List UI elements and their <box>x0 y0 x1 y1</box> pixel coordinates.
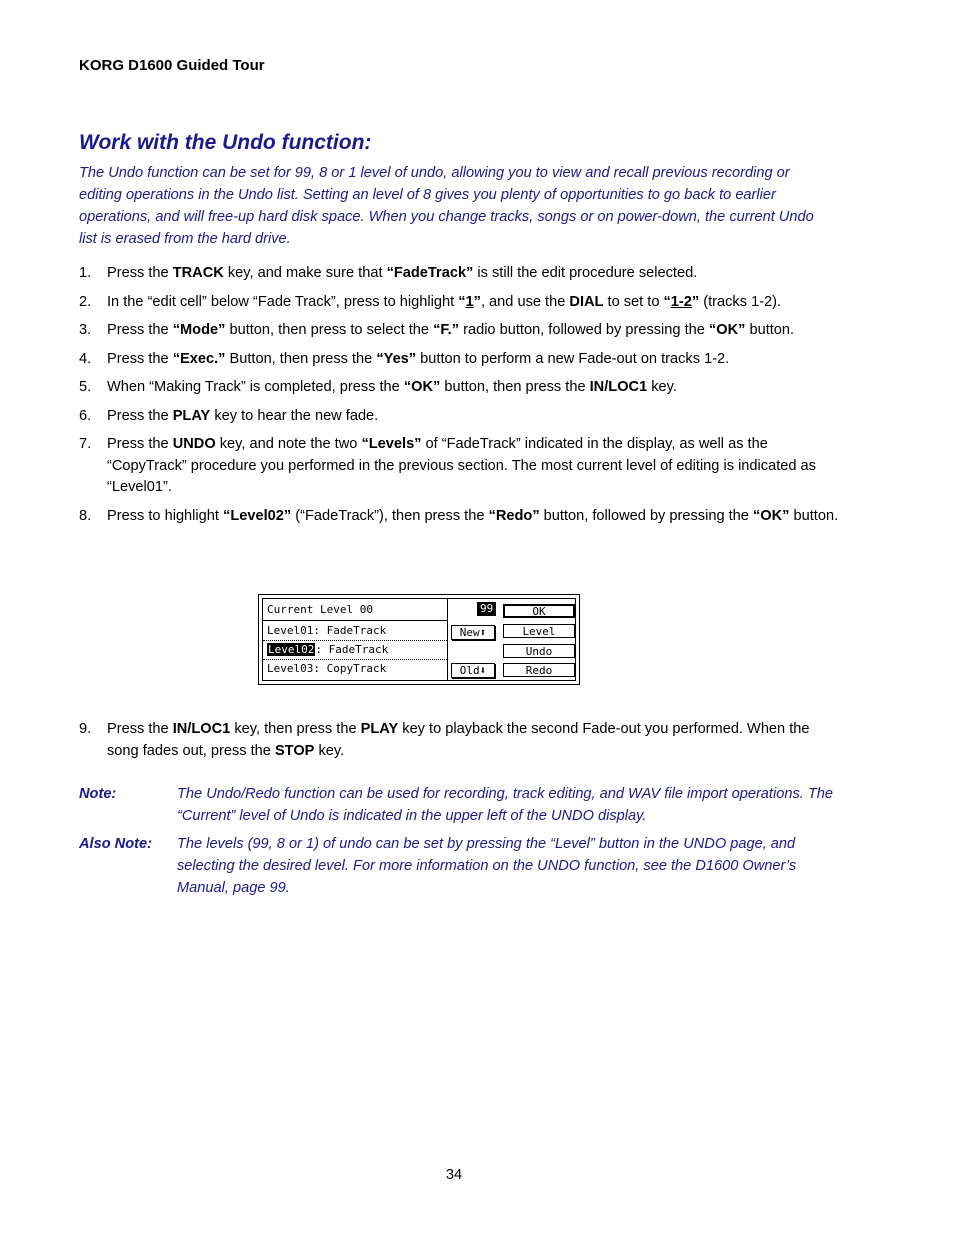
step-text: Press the <box>107 265 173 281</box>
intro-paragraph: The Undo function can be set for 99, 8 or 1 level of undo, allowing you to view and recall previous recording or editing operations in the Undo list. Setting an level of 8 gives you plenty of opportunities to go back to earlier operations, and will free-up hard disk space. When you change tracks, songs or on power-down, the current Undo list is erased from the hard drive. <box>79 165 814 247</box>
level-count-badge: 99 <box>477 602 496 616</box>
step-text: Press the <box>107 721 173 737</box>
redo-button[interactable]: Redo <box>503 663 575 677</box>
page-number: 34 <box>445 1167 463 1183</box>
undo-row-value: : FadeTrack <box>313 624 387 637</box>
steps-list <box>79 263 839 534</box>
step-emphasis: IN/LOC1 <box>589 379 648 395</box>
undo-row-level03[interactable] <box>267 659 386 678</box>
step-text: key to playback the second Fade-out you performed. When the song fades out, press the <box>107 721 810 759</box>
step-text: When “Making Track” is completed, press the <box>107 379 404 395</box>
step-emphasis: “ <box>663 293 671 310</box>
step-text: Press the <box>107 407 173 424</box>
step-emphasis: “F.” <box>433 322 460 338</box>
step-text: Button, then press the <box>225 350 377 367</box>
step-emphasis: IN/LOC1 <box>172 721 231 737</box>
step-number: 1. <box>79 265 92 281</box>
list-item <box>79 349 839 371</box>
undo-row-level02[interactable] <box>267 640 388 659</box>
step-emphasis: “Mode” <box>172 322 226 338</box>
step-number: 2. <box>79 293 92 310</box>
step-text: to set to <box>603 293 664 310</box>
step-emphasis: “Exec.” <box>172 350 226 367</box>
step-text: Press the <box>107 350 173 367</box>
step-emphasis: PLAY <box>360 721 399 737</box>
step-emphasis: 1-2 <box>670 293 692 310</box>
step-emphasis: “Levels” <box>361 436 422 452</box>
step-text: button. <box>789 507 839 524</box>
step-number: 3. <box>79 322 92 338</box>
steps-list-continued <box>79 719 839 769</box>
undo-button[interactable]: Undo <box>503 644 575 658</box>
step-emphasis: UNDO <box>172 436 216 452</box>
also-note-text: The levels (99, 8 or 1) of undo can be set by pressing the “Level” button in the UNDO page, and selecting the desired level. For more information on the UNDO function, see the D1600 Owner’s Manual, page 99. <box>177 836 797 896</box>
step-number: 9. <box>79 721 92 737</box>
step-text: (tracks 1-2). <box>699 293 782 310</box>
step-emphasis: “Yes” <box>376 350 417 367</box>
step-text: button to perform a new Fade-out on tracks 1-2. <box>416 350 730 367</box>
list-item <box>79 377 839 399</box>
step-text: Press to highlight <box>107 507 224 524</box>
step-text: of “FadeTrack” indicated in the display, as well as the “CopyTrack” procedure you performed in the previous section. The most current level of editing is indicated as “Level01”. <box>107 436 816 495</box>
step-text: key to hear the new fade. <box>210 407 379 424</box>
undo-row-label-highlighted: Level02 <box>268 643 315 656</box>
step-emphasis: TRACK <box>172 265 224 281</box>
step-text: (“FadeTrack”), then press the <box>291 507 489 524</box>
step-number: 8. <box>79 507 92 524</box>
note-block <box>79 783 839 827</box>
step-number: 5. <box>79 379 92 395</box>
undo-row-level01[interactable] <box>267 621 386 640</box>
step-emphasis: “Level02” <box>223 507 292 524</box>
section-title: Work with the Undo function: <box>79 131 372 154</box>
step-emphasis: PLAY <box>172 407 211 424</box>
current-level-label: Current Level 00 <box>267 603 373 616</box>
step-emphasis: 1 <box>465 293 474 310</box>
step-emphasis: DIAL <box>569 293 604 310</box>
step-number: 6. <box>79 407 92 424</box>
step-emphasis: STOP <box>274 742 315 759</box>
step-emphasis: “FadeTrack” <box>386 265 474 281</box>
also-note-label: Also Note: <box>79 836 152 852</box>
step-text: button, then press the <box>440 379 590 395</box>
ok-button[interactable]: OK <box>503 604 575 618</box>
step-text: key, then press the <box>230 721 361 737</box>
undo-row-label: Level01 <box>267 624 314 637</box>
list-item <box>79 263 839 285</box>
step-text: In the “edit cell” below “Fade Track”, press to highlight <box>107 293 459 310</box>
undo-row-label: Level03 <box>267 662 314 675</box>
list-item <box>79 506 839 528</box>
step-emphasis: “Redo” <box>488 507 540 524</box>
note-label: Note: <box>79 786 117 802</box>
list-item <box>79 320 839 342</box>
undo-row-value: : FadeTrack <box>315 643 389 656</box>
list-item <box>79 292 839 314</box>
new-scroll-button[interactable]: New⬆ <box>451 625 495 640</box>
step-text: radio button, followed by pressing the <box>459 322 709 338</box>
undo-display-frame <box>262 598 576 681</box>
step-text: key. <box>314 742 345 759</box>
step-text: key, and note the two <box>215 436 362 452</box>
step-text: key, and make sure that <box>223 265 387 281</box>
list-item <box>79 406 839 428</box>
step-text: button, then press to select the <box>225 322 434 338</box>
step-emphasis: ” <box>473 293 481 310</box>
level-button[interactable]: Level <box>503 624 575 638</box>
also-note-block <box>79 833 839 899</box>
step-number: 7. <box>79 436 92 452</box>
old-scroll-button[interactable]: Old⬇ <box>451 663 495 678</box>
undo-display-screenshot <box>258 594 580 685</box>
step-emphasis: ” <box>691 293 700 310</box>
step-emphasis: “ <box>458 293 466 310</box>
step-text: button. <box>745 322 795 338</box>
list-item <box>79 434 839 499</box>
list-item <box>79 719 839 762</box>
note-text: The Undo/Redo function can be used for recording, track editing, and WAV file import operations. The “Current” level of Undo is indicated in the upper left of the UNDO display. <box>177 786 834 824</box>
page-header: KORG D1600 Guided Tour <box>79 57 265 74</box>
undo-row-value: : CopyTrack <box>313 662 387 675</box>
step-text: is still the edit procedure selected. <box>473 265 698 281</box>
step-text: , and use the <box>480 293 570 310</box>
step-text: Press the <box>107 322 173 338</box>
step-text: button, followed by pressing the <box>539 507 753 524</box>
step-number: 4. <box>79 350 92 367</box>
step-text: Press the <box>107 436 173 452</box>
step-emphasis: “OK” <box>403 379 441 395</box>
step-text: key. <box>647 379 677 395</box>
step-emphasis: “OK” <box>752 507 790 524</box>
step-emphasis: “OK” <box>708 322 746 338</box>
